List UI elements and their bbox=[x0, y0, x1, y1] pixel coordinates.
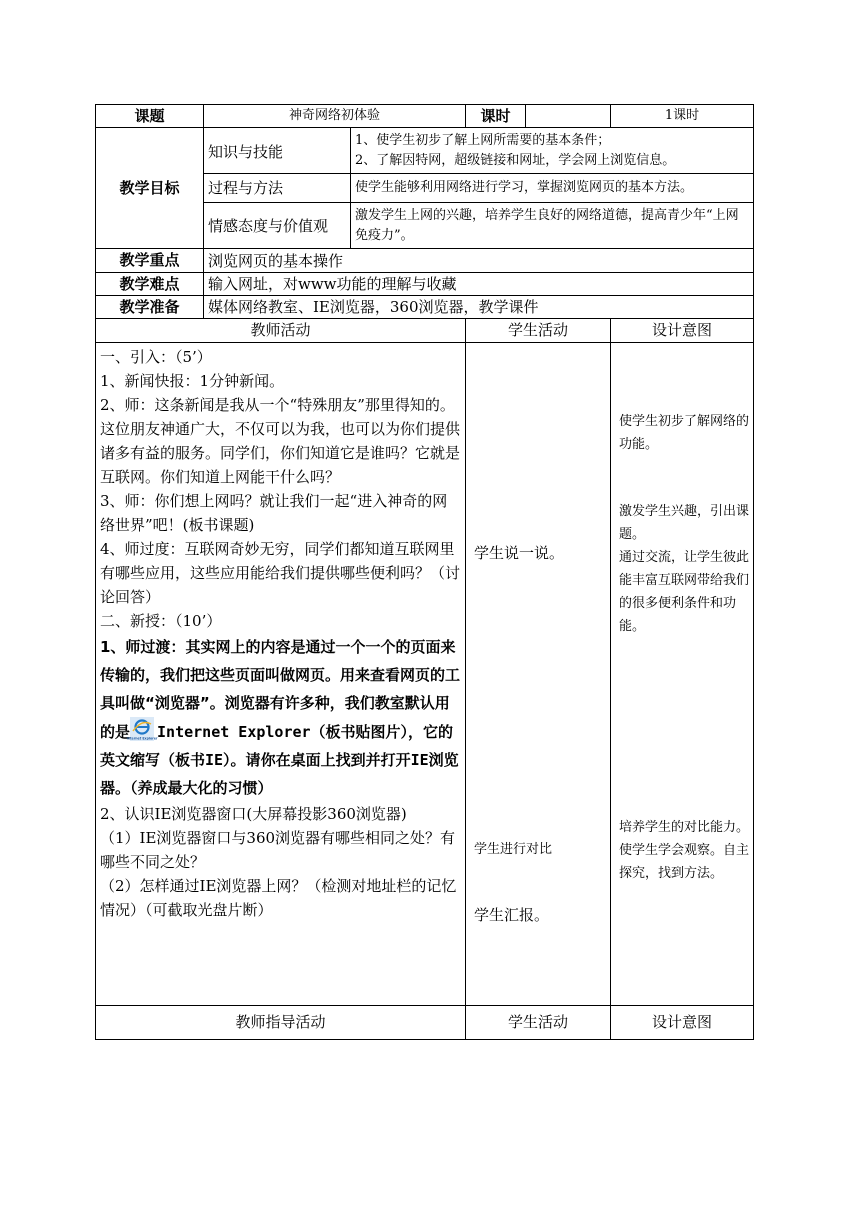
period-value: 1课时 bbox=[611, 105, 754, 128]
teacher-line-browser-cont: Internet Explorer（板书贴图片），它的英文缩写（板书IE）。请你在桌面上找到并打开IE浏览器。（养成最大化的习惯） bbox=[100, 723, 459, 797]
period-label: 课时 bbox=[466, 105, 526, 128]
teacher-line-how-online: （2）怎样通过IE浏览器上网？（检测对地址栏的记忆情况）（可截取光盘片断） bbox=[100, 877, 457, 919]
teacher-line-want-online: 3、师：你们想上网吗？就让我们一起“进入神奇的网络世界”吧！(板书课题) bbox=[100, 492, 448, 534]
teacher-activity-header: 教师活动 bbox=[96, 319, 466, 343]
design-line-3: 通过交流，让学生彼此能丰富互联网带给我们的很多便利条件和功能。 bbox=[619, 550, 750, 634]
activity-content-row bbox=[96, 343, 754, 1006]
objective-knowledge-label: 知识与技能 bbox=[204, 128, 351, 174]
objective-process-label: 过程与方法 bbox=[204, 174, 351, 203]
student-activity-header: 学生活动 bbox=[466, 319, 611, 343]
design-intent-header: 设计意图 bbox=[611, 319, 754, 343]
key-point-value: 浏览网页的基本操作 bbox=[204, 249, 754, 273]
difficulty-row bbox=[96, 273, 754, 296]
key-point-label: 教学重点 bbox=[96, 249, 204, 273]
preparation-row bbox=[96, 296, 754, 319]
teacher-guidance-header: 教师指导活动 bbox=[96, 1006, 466, 1040]
design-line-2: 激发学生兴趣，引出课题。 bbox=[619, 504, 750, 542]
objective-knowledge-text: 1、使学生初步了解上网所需要的基本条件； 2、了解因特网，超级链接和网址，学会网上浏览信息。 bbox=[351, 128, 754, 174]
design-intent-header-2: 设计意图 bbox=[611, 1006, 754, 1040]
topic-value: 神奇网络初体验 bbox=[204, 105, 466, 128]
design-line-4: 培养学生的对比能力。使学生学会观察。自主探究，找到方法。 bbox=[619, 820, 750, 881]
teacher-line-news: 1、新闻快报：1分钟新闻。 bbox=[100, 372, 285, 390]
preparation-label: 教学准备 bbox=[96, 296, 204, 319]
objective-process-text: 使学生能够利用网络进行学习，掌握浏览网页的基本方法。 bbox=[351, 174, 754, 203]
preparation-value: 媒体网络教室、IE浏览器，360浏览器，教学课件 bbox=[204, 296, 754, 319]
guidance-header-row bbox=[96, 1006, 754, 1040]
difficulty-value: 输入网址，对www功能的理解与收藏 bbox=[204, 273, 754, 296]
student-line-report: 学生汇报。 bbox=[474, 906, 550, 924]
design-line-1: 使学生初步了解网络的功能。 bbox=[619, 414, 750, 452]
teacher-line-intro: 一、引入：（5’） bbox=[100, 348, 212, 366]
objective-attitude-text: 激发学生上网的兴趣，培养学生良好的网络道德，提高青少年“上网免疫力”。 bbox=[351, 203, 754, 249]
teacher-line-transition: 4、师过度：互联网奇妙无穷，同学们都知道互联网里有哪些应用，这些应用能给我们提供哪些便利吗？（讨论回答） bbox=[100, 540, 461, 606]
teacher-line-friend: 2、师：这条新闻是我从一个“特殊朋友”那里得知的。这位朋友神通广大，不仅可以为我，也可以为你们提供诸多有益的服务。同学们，你们知道它是谁吗？它就是互联网。你们知道上网能干什么吗？ bbox=[100, 396, 461, 486]
key-point-row bbox=[96, 249, 754, 273]
student-line-compare: 学生进行对比 bbox=[474, 842, 553, 857]
student-line-say: 学生说一说。 bbox=[474, 544, 565, 562]
objectives-label: 教学目标 bbox=[96, 128, 204, 249]
teacher-line-browser-text: 1、师过渡：其实网上的内容是通过一个一个的页面来传输的，我们把这些页面叫做网页。用来查看网页的工具叫做“浏览器”。浏览器有许多种，我们教室默认用的是 bbox=[100, 638, 461, 741]
activity-header-row bbox=[96, 319, 754, 343]
lesson-plan-table bbox=[95, 104, 754, 1040]
topic-row bbox=[96, 105, 754, 128]
teacher-line-compare: （1）IE浏览器窗口与360浏览器有哪些相同之处？有哪些不同之处？ bbox=[100, 829, 456, 871]
difficulty-label: 教学难点 bbox=[96, 273, 204, 296]
teacher-activity-cell bbox=[96, 343, 466, 1006]
topic-label: 课题 bbox=[96, 105, 204, 128]
teacher-line-ie-window: 2、认识IE浏览器窗口(大屏幕投影360浏览器) bbox=[100, 805, 407, 823]
design-intent-cell bbox=[611, 343, 754, 1006]
objective-attitude-label: 情感态度与价值观 bbox=[204, 203, 351, 249]
objective-row-knowledge bbox=[96, 128, 754, 174]
internet-explorer-icon bbox=[126, 717, 158, 741]
teacher-line-browser bbox=[100, 633, 461, 802]
ie-logo-caption: Internet Explorer bbox=[126, 736, 158, 741]
student-activity-header-2: 学生活动 bbox=[466, 1006, 611, 1040]
period-blank bbox=[526, 105, 611, 128]
lesson-plan bbox=[95, 104, 753, 1040]
student-activity-cell bbox=[466, 343, 611, 1006]
teacher-line-new-lesson: 二、新授：（10’） bbox=[100, 612, 222, 630]
